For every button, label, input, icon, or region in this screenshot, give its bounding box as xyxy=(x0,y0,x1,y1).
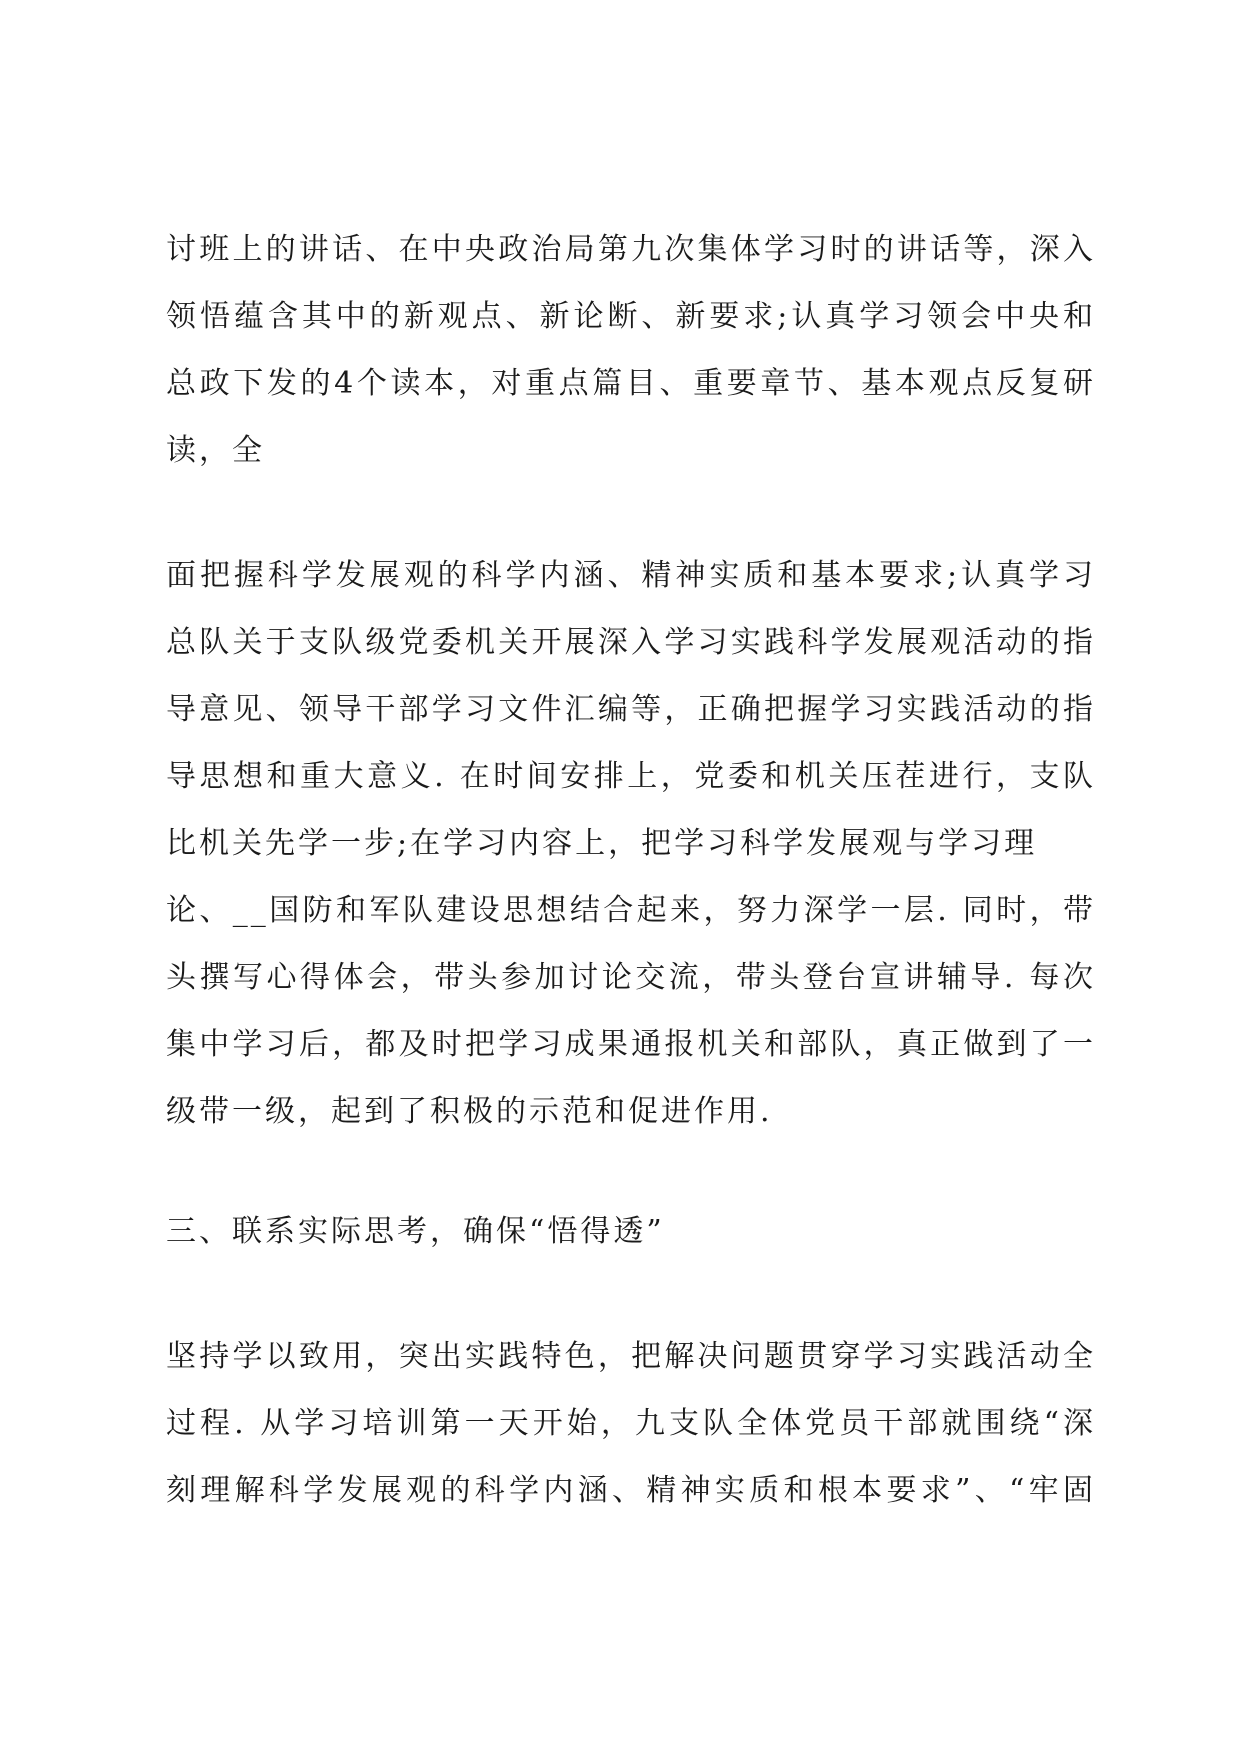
text-line: 总政下发的4个读本，对重点篇目、重要章节、基本观点反复研 xyxy=(166,366,1096,401)
text-line: 论、__国防和军队建设思想结合起来，努力深学一层. 同时，带 xyxy=(166,893,1096,928)
paragraph-1 xyxy=(166,216,1096,484)
section-heading xyxy=(166,1198,1096,1265)
text-line: 集中学习后，都及时把学习成果通报机关和部队，真正做到了一 xyxy=(166,1027,1096,1062)
text-line: 读，全 xyxy=(166,433,265,468)
text-line: 讨班上的讲话、在中央政治局第九次集体学习时的讲话等，深入 xyxy=(166,232,1096,267)
text-line: 总队关于支队级党委机关开展深入学习实践科学发展观活动的指 xyxy=(166,625,1096,660)
text-line: 刻理解科学发展观的科学内涵、精神实质和根本要求”、“牢固 xyxy=(166,1473,1096,1508)
paragraph-2 xyxy=(166,542,1096,1145)
text-line: 导思想和重大意义. 在时间安排上，党委和机关压茬进行，支队 xyxy=(166,759,1096,794)
text-line: 级带一级，起到了积极的示范和促进作用. xyxy=(166,1094,773,1129)
text-line: 面把握科学发展观的科学内涵、精神实质和基本要求;认真学习 xyxy=(166,558,1096,593)
text-line: 三、联系实际思考，确保“悟得透” xyxy=(166,1214,665,1249)
text-line: 坚持学以致用，突出实践特色，把解决问题贯穿学习实践活动全 xyxy=(166,1339,1096,1374)
paragraph-3 xyxy=(166,1323,1096,1524)
text-line: 比机关先学一步;在学习内容上，把学习科学发展观与学习理 xyxy=(166,826,1038,861)
text-line: 头撰写心得体会，带头参加讨论交流，带头登台宣讲辅导. 每次 xyxy=(166,960,1096,995)
text-line: 领悟蕴含其中的新观点、新论断、新要求;认真学习领会中央和 xyxy=(166,299,1096,334)
text-line: 导意见、领导干部学习文件汇编等，正确把握学习实践活动的指 xyxy=(166,692,1096,727)
text-line: 过程. 从学习培训第一天开始，九支队全体党员干部就围绕“深 xyxy=(166,1406,1096,1441)
